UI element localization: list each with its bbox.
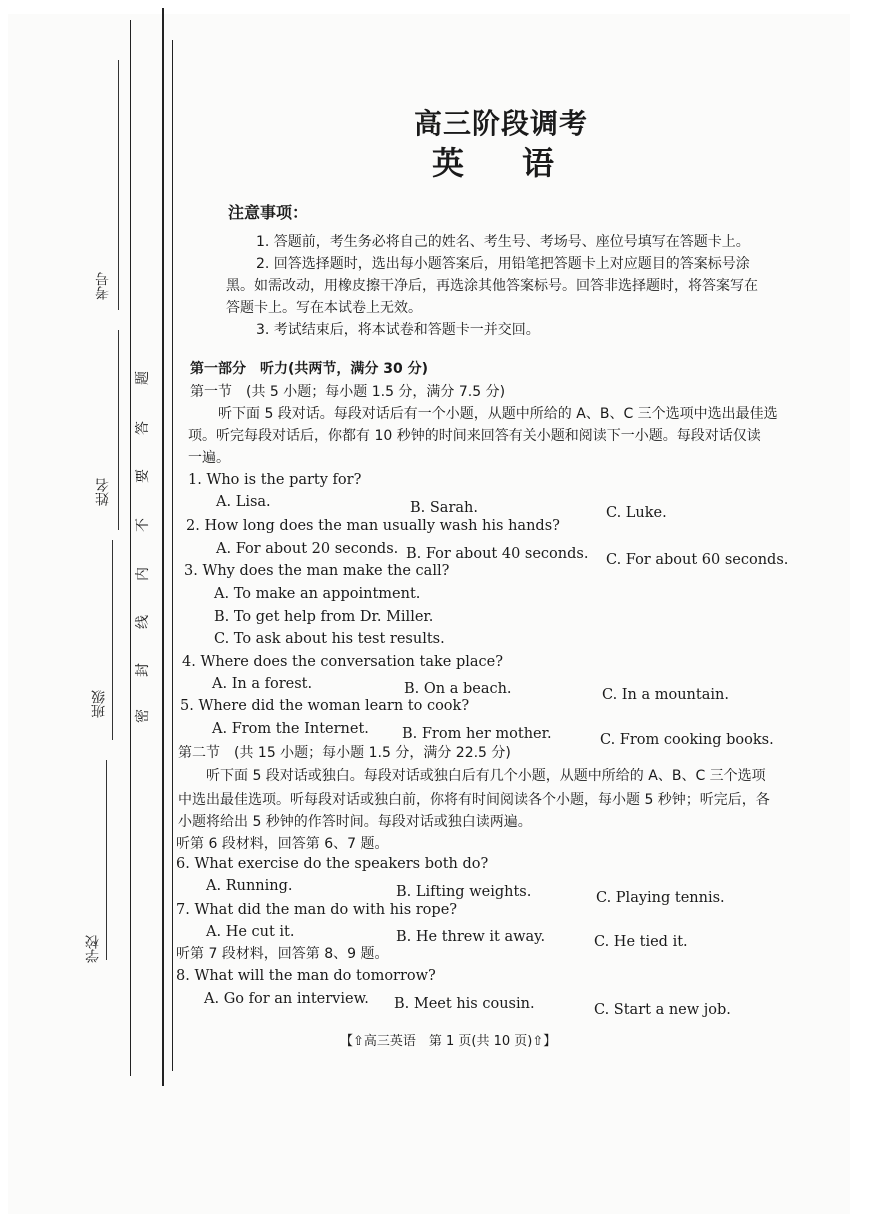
- school-blank[interactable]: [106, 760, 107, 960]
- option-c[interactable]: C. For about 60 seconds.: [606, 552, 789, 568]
- question-3: 3. Why does the man make the call?: [184, 563, 450, 579]
- option-c[interactable]: C. Playing tennis.: [596, 890, 725, 906]
- option-a[interactable]: A. From the Internet.: [212, 721, 369, 737]
- notice-heading: 注意事项：: [228, 203, 309, 222]
- option-a[interactable]: A. For about 20 seconds.: [216, 541, 399, 557]
- section1-instructions: 听下面 5 段对话。每段对话后有一个小题，从题中所给的 A、B、C 三个选项中选出最佳选: [218, 406, 778, 422]
- material-label: 听第 7 段材料，回答第 8、9 题。: [176, 946, 389, 962]
- seal-char: 封: [135, 663, 151, 677]
- option-b[interactable]: B. To get help from Dr. Miller.: [214, 609, 434, 625]
- option-a[interactable]: A. Running.: [206, 878, 293, 894]
- binding-line-outer: [130, 20, 131, 1076]
- seal-char: 线: [135, 615, 151, 629]
- option-a[interactable]: A. To make an appointment.: [214, 586, 421, 602]
- question-4: 4. Where does the conversation take place?: [182, 654, 503, 670]
- option-c[interactable]: C. Luke.: [606, 505, 667, 521]
- option-c[interactable]: C. He tied it.: [594, 934, 688, 950]
- section1-instructions: 项。听完每段对话后，你都有 10 秒钟的时间来回答有关小题和阅读下一小题。每段对话仅读: [188, 428, 761, 444]
- notice-item: 黑。如需改动，用橡皮擦干净后，再选涂其他答案标号。回答非选择题时，将答案写在: [226, 278, 758, 294]
- seal-char: 要: [135, 469, 151, 483]
- notice-item: 2. 回答选择题时，选出每小题答案后，用铅笔把答题卡上对应题目的答案标号涂: [256, 256, 750, 272]
- option-a[interactable]: A. He cut it.: [206, 924, 295, 940]
- field-label-exam-number: 考号: [95, 272, 111, 300]
- exam-title: 高三阶段调考: [414, 107, 589, 140]
- section2-heading: 第二节 (共 15 小题；每小题 1.5 分，满分 22.5 分): [178, 745, 511, 761]
- question-2: 2. How long does the man usually wash his hands?: [186, 518, 560, 534]
- notice-item: 3. 考试结束后，将本试卷和答题卡一并交回。: [256, 322, 540, 338]
- page-footer: 【⇧高三英语 第 1 页(共 10 页)⇧】: [340, 1034, 557, 1049]
- option-b[interactable]: B. Meet his cousin.: [394, 996, 535, 1012]
- notice-item: 答题卡上。写在本试卷上无效。: [226, 300, 422, 316]
- seal-char: 密: [135, 709, 151, 723]
- option-b[interactable]: B. He threw it away.: [396, 929, 546, 945]
- notice-item: 1. 答题前，考生务必将自己的姓名、考生号、考场号、座位号填写在答题卡上。: [256, 234, 750, 250]
- exam-number-blank[interactable]: [118, 60, 119, 310]
- option-a[interactable]: A. Lisa.: [216, 494, 271, 510]
- seal-char: 不: [135, 518, 151, 532]
- option-a[interactable]: A. In a forest.: [212, 676, 313, 692]
- field-label-name: 姓名: [95, 478, 111, 506]
- option-b[interactable]: B. For about 40 seconds.: [406, 546, 589, 562]
- class-blank[interactable]: [112, 540, 113, 740]
- seal-char: 答: [135, 421, 151, 435]
- seal-char: 题: [135, 371, 151, 385]
- field-label-school: 学校: [85, 935, 101, 963]
- material-label: 听第 6 段材料，回答第 6、7 题。: [176, 836, 389, 852]
- option-c[interactable]: C. In a mountain.: [602, 687, 729, 703]
- section2-instructions: 听下面 5 段对话或独白。每段对话或独白后有几个小题，从题中所给的 A、B、C 三个选项: [206, 768, 766, 784]
- option-c[interactable]: C. From cooking books.: [600, 732, 774, 748]
- binding-line-third: [172, 40, 173, 1071]
- question-6: 6. What exercise do the speakers both do?: [176, 856, 489, 872]
- option-b[interactable]: B. Sarah.: [410, 500, 478, 516]
- question-1: 1. Who is the party for?: [188, 472, 362, 488]
- section2-instructions: 小题将给出 5 秒钟的作答时间。每段对话或独白读两遍。: [178, 814, 532, 830]
- option-b[interactable]: B. On a beach.: [404, 681, 512, 697]
- exam-subject: 英语: [432, 144, 613, 182]
- section2-instructions: 中选出最佳选项。听每段对话或独白前，你将有时间阅读各个小题，每小题 5 秒钟；听完后，各: [178, 792, 770, 808]
- section1-instructions: 一遍。: [188, 450, 230, 466]
- part1-heading: 第一部分 听力(共两节，满分 30 分): [190, 361, 429, 377]
- question-7: 7. What did the man do with his rope?: [176, 902, 458, 918]
- binding-line-inner: [162, 8, 164, 1086]
- question-8: 8. What will the man do tomorrow?: [176, 968, 436, 984]
- field-label-class: 班级: [91, 690, 107, 718]
- option-c[interactable]: C. To ask about his test results.: [214, 631, 445, 647]
- option-a[interactable]: A. Go for an interview.: [204, 991, 369, 1007]
- option-b[interactable]: B. Lifting weights.: [396, 884, 532, 900]
- name-blank[interactable]: [118, 330, 119, 530]
- section1-heading: 第一节 (共 5 小题；每小题 1.5 分，满分 7.5 分): [190, 384, 506, 400]
- option-b[interactable]: B. From her mother.: [402, 726, 552, 742]
- seal-char: 内: [135, 567, 151, 581]
- option-c[interactable]: C. Start a new job.: [594, 1002, 731, 1018]
- question-5: 5. Where did the woman learn to cook?: [180, 698, 470, 714]
